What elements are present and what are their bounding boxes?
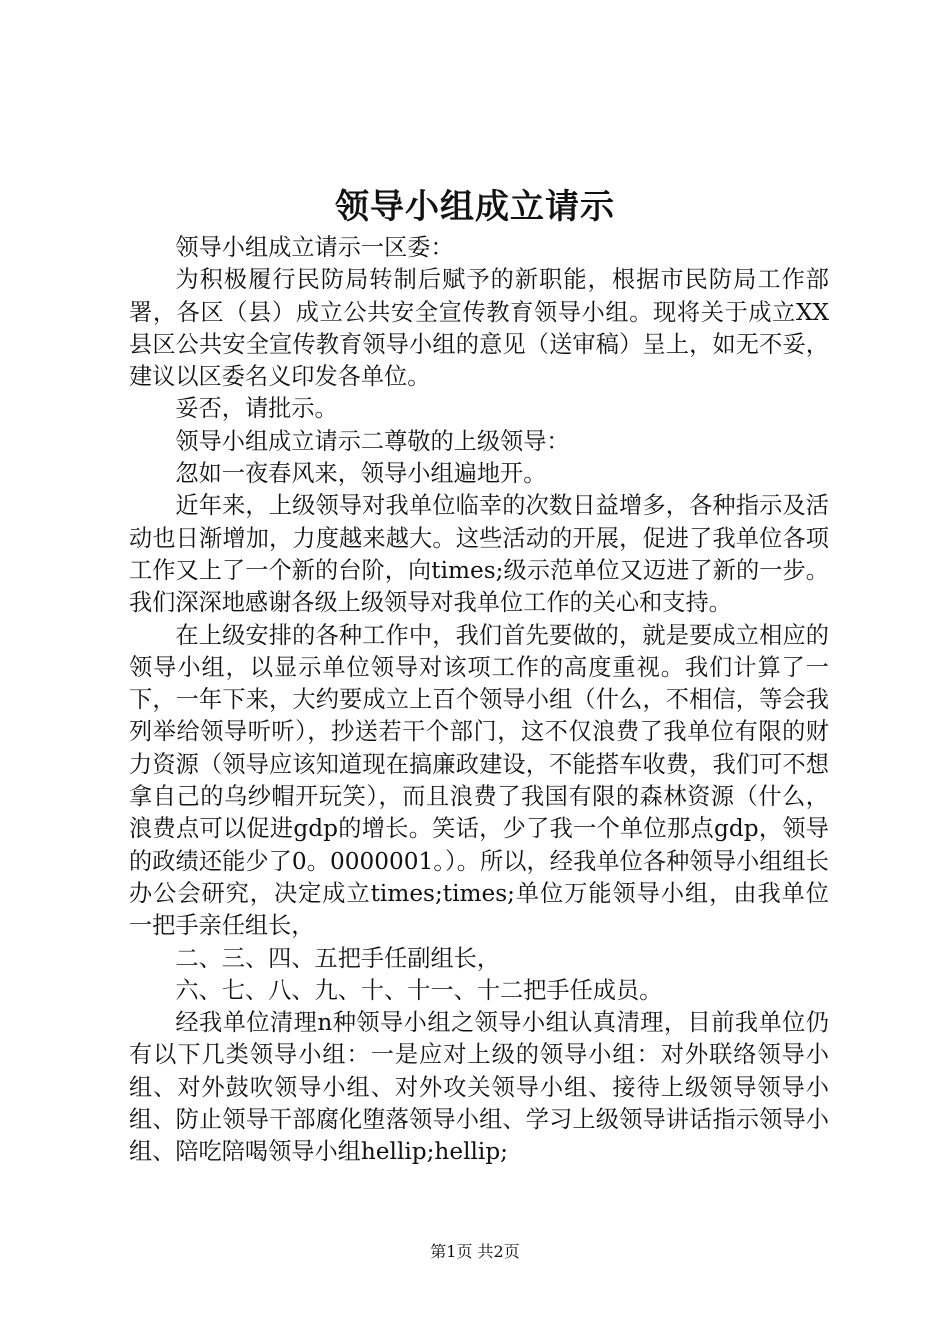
document-title: 领导小组成立请示 bbox=[335, 187, 615, 227]
document-body bbox=[129, 232, 829, 1169]
paragraph-3: 妥否，请批示。 bbox=[175, 395, 338, 423]
paragraph-8: 二、三、四、五把手任副组长， bbox=[175, 944, 501, 972]
paragraph-5: 忽如一夜春风来，领导小组遍地开。 bbox=[175, 460, 547, 488]
paragraph-7: 在上级安排的各种工作中，我们首先要做的，就是要成立相应的领导小组，以显示单位领导对该项工作的高度重视。我们计算了一下，一年下来，大约要成立上百个领导小组（什么，不相信，等会我列举给领导听听），抄送若干个部门，这不仅浪费了我单位有限的财力资源（领导应该知道现在搞廉政建设，不能搭车收费，我们可不想拿自己的乌纱帽开玩笑），而且浪费了我国有限的森林资源（什么，浪费点可以促进gdp的增长。笑话，少了我一个单位那点gdp，领导的政绩还能少了0。0000001。）。所以，经我单位各种领导小组组长办公会研究，决定成立times;times;单位万能领导小组，由我单位一把手亲任组长， bbox=[129, 621, 829, 940]
paragraph-1: 领导小组成立请示一区委： bbox=[175, 234, 454, 261]
paragraph-10: 经我单位清理n种领导小组之领导小组认真清理，目前我单位仍有以下几类领导小组：一是应对上级的领导小组：对外联络领导小组、对外鼓吹领导小组、对外攻关领导小组、接待上级领导领导小组、防止领导干部腐化堕落领导小组、学习上级领导讲话指示领导小组、陪吃陪喝领导小组hellip;hellip; bbox=[129, 1009, 829, 1166]
page-footer: 第1页 共2页 bbox=[430, 1242, 520, 1261]
paragraph-2: 为积极履行民防局转制后赋予的新职能，根据市民防局工作部署，各区（县）成立公共安全宣传教育领导小组。现将关于成立XX县区公共安全宣传教育领导小组的意见（送审稿）呈上，如无不妥，建议以区委名义印发各单位。 bbox=[129, 266, 829, 391]
paragraph-6: 近年来，上级领导对我单位临幸的次数日益增多，各种指示及活动也日渐增加，力度越来越大。这些活动的开展，促进了我单位各项工作又上了一个新的台阶，向times;级示范单位又迈进了新的一步。我们深深地感谢各级上级领导对我单位工作的关心和支持。 bbox=[129, 492, 829, 617]
paragraph-4: 领导小组成立请示二尊敬的上级领导： bbox=[175, 427, 570, 455]
paragraph-9: 六、七、八、九、十、十一、十二把手任成员。 bbox=[175, 976, 663, 1004]
